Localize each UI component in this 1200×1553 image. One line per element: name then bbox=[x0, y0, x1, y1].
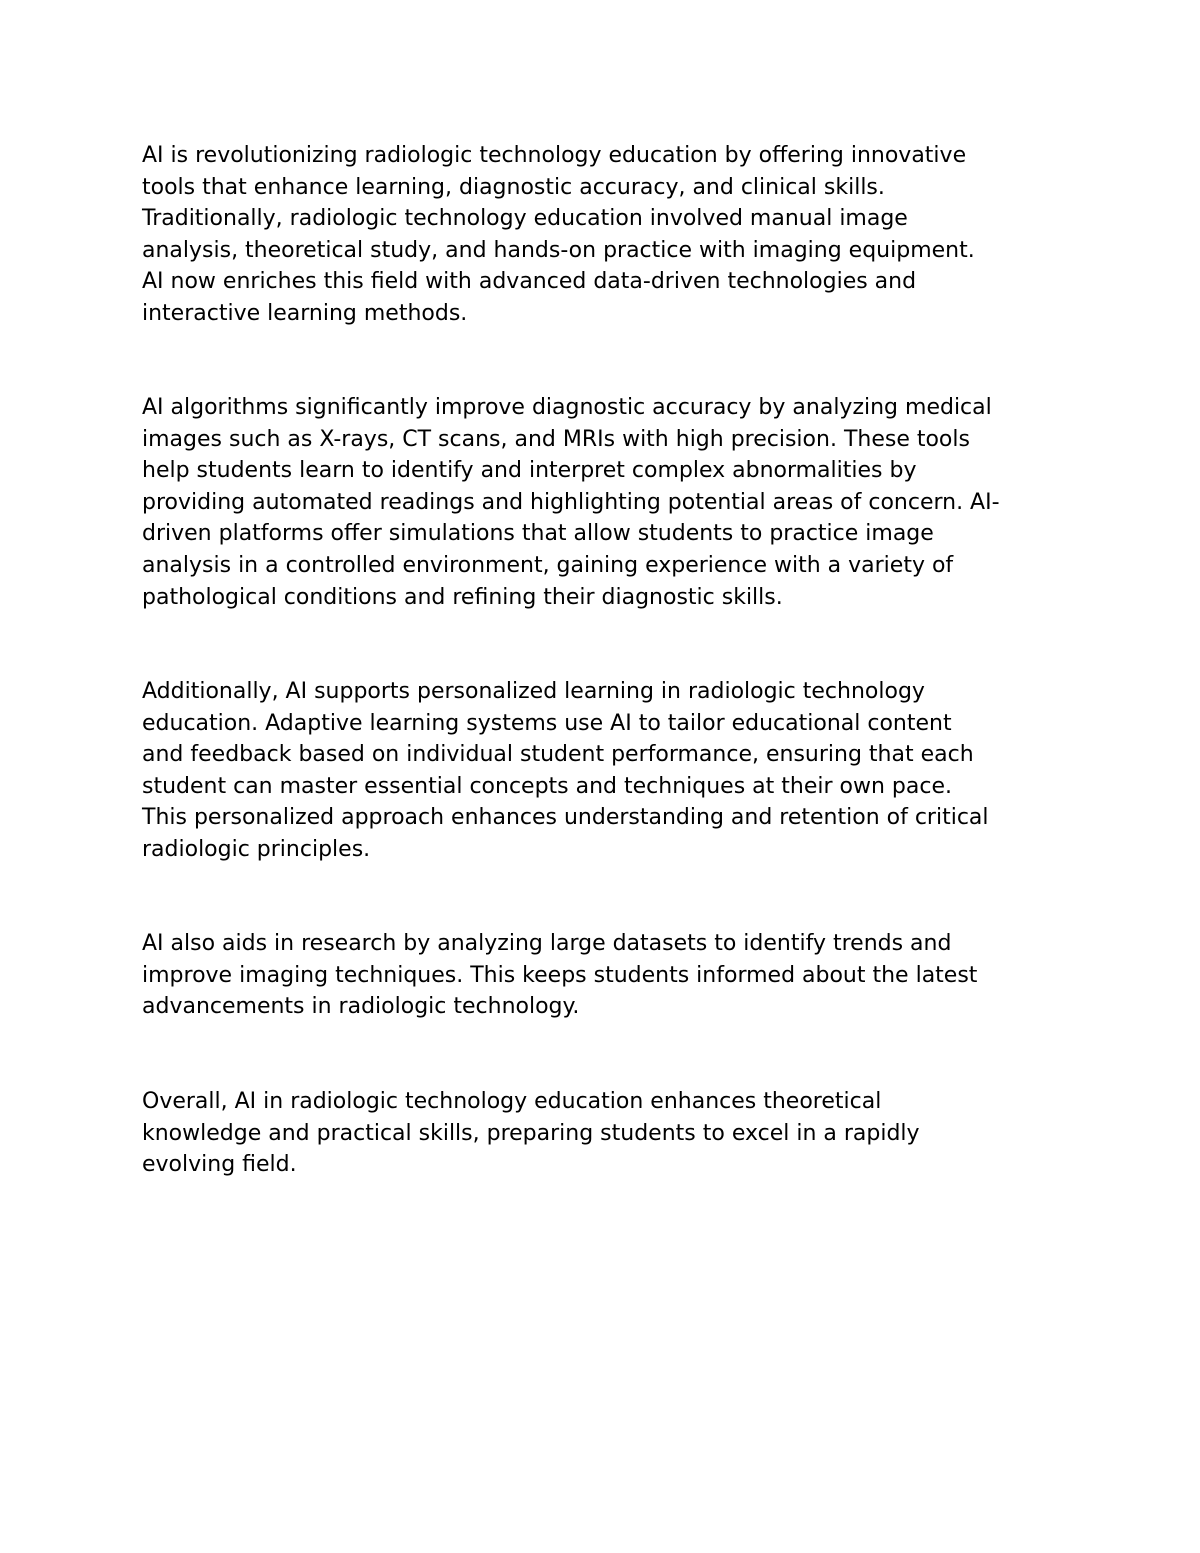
paragraph-line: education. Adaptive learning systems use AI to tailor educational content bbox=[142, 710, 952, 736]
paragraph-line: help students learn to identify and interpret complex abnormalities by bbox=[142, 458, 917, 484]
paragraph-line: Overall, AI in radiologic technology education enhances theoretical bbox=[142, 1089, 882, 1114]
paragraph-line: AI also aids in research by analyzing large datasets to identify trends and bbox=[142, 931, 952, 956]
paragraph-line: evolving field. bbox=[142, 1152, 297, 1178]
paragraph-line: driven platforms offer simulations that allow students to practice image bbox=[142, 521, 934, 547]
paragraph-line: analysis, theoretical study, and hands-on practice with imaging equipment. bbox=[142, 237, 975, 263]
paragraph-line: radiologic principles. bbox=[142, 836, 371, 862]
paragraph-research bbox=[142, 928, 977, 1023]
paragraph-line: advancements in radiologic technology. bbox=[142, 994, 580, 1020]
paragraph-diagnostic-accuracy bbox=[142, 392, 1000, 613]
paragraph-line: images such as X-rays, CT scans, and MRIs with high precision. These tools bbox=[142, 426, 970, 452]
paragraph-intro bbox=[142, 140, 975, 330]
paragraph-line: AI is revolutionizing radiologic technology education by offering innovative bbox=[142, 143, 967, 168]
paragraph-line: and feedback based on individual student performance, ensuring that each bbox=[142, 742, 974, 768]
paragraph-line: knowledge and practical skills, preparing students to excel in a rapidly bbox=[142, 1120, 920, 1146]
paragraph-line: analysis in a controlled environment, gaining experience with a variety of bbox=[142, 552, 954, 578]
paragraph-line: AI algorithms significantly improve diagnostic accuracy by analyzing medical bbox=[142, 395, 992, 420]
paragraph-personalized-learning bbox=[142, 676, 989, 866]
paragraph-line: interactive learning methods. bbox=[142, 300, 468, 326]
paragraph-line: Additionally, AI supports personalized learning in radiologic technology bbox=[142, 679, 925, 704]
paragraph-line: student can master essential concepts and techniques at their own pace. bbox=[142, 773, 952, 799]
paragraph-line: pathological conditions and refining their diagnostic skills. bbox=[142, 584, 783, 610]
paragraph-line: tools that enhance learning, diagnostic accuracy, and clinical skills. bbox=[142, 174, 885, 200]
paragraph-conclusion bbox=[142, 1086, 920, 1181]
paragraph-line: AI now enriches this field with advanced data-driven technologies and bbox=[142, 269, 917, 295]
paragraph-line: This personalized approach enhances understanding and retention of critical bbox=[142, 805, 989, 831]
paragraph-line: improve imaging techniques. This keeps students informed about the latest bbox=[142, 962, 978, 988]
paragraph-line: Traditionally, radiologic technology education involved manual image bbox=[142, 206, 908, 232]
paragraph-line: providing automated readings and highlighting potential areas of concern. AI- bbox=[142, 489, 1000, 515]
